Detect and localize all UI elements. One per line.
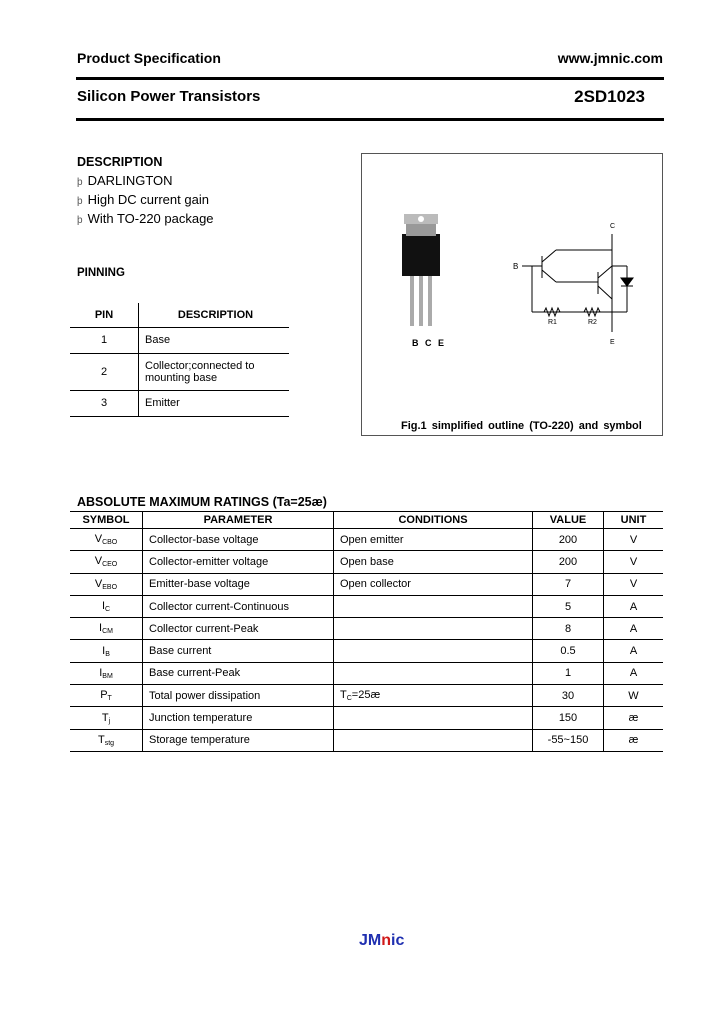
conditions-cell (334, 640, 533, 662)
parameter-cell: Collector-base voltage (143, 529, 334, 551)
parameter-header: PARAMETER (143, 512, 334, 529)
conditions-cell (334, 685, 533, 707)
header-left: Product Specification (77, 50, 221, 66)
symbol-cell (70, 529, 143, 551)
unit-cell: V (629, 578, 638, 591)
parameter-cell: Junction temperature (143, 707, 334, 729)
description-item (77, 192, 209, 207)
parameter-cell: Collector current-Continuous (143, 595, 334, 617)
conditions-cell (334, 551, 533, 573)
cond-text: Open base (340, 555, 394, 568)
ratings-header-row (70, 512, 663, 529)
pin-desc: Emitter (139, 390, 290, 416)
table-row (70, 618, 663, 640)
table-row (70, 640, 663, 662)
description-text: With TO-220 package (87, 211, 214, 226)
description-item (77, 211, 214, 226)
value-header: VALUE (533, 512, 604, 529)
pin-header: PIN (70, 303, 139, 327)
value-cell: 200 (533, 529, 604, 551)
value-cell: 1 (533, 662, 604, 684)
table-row (70, 573, 663, 595)
symbol-cell (70, 707, 143, 729)
figure-drawing (362, 154, 662, 435)
description-title: DESCRIPTION (77, 155, 163, 169)
table-row (70, 327, 289, 353)
value-cell: 30 (533, 685, 604, 707)
symbol-label-e: E (610, 339, 615, 346)
symbol-main: I (99, 666, 103, 679)
unit-header: UNIT (620, 514, 647, 526)
symbol-cell (70, 595, 143, 617)
symbol-label-b: B (513, 262, 519, 271)
logo-part: JM (359, 932, 382, 949)
bullet-icon: þ (77, 215, 83, 226)
unit-cell: V (629, 533, 638, 546)
symbol-cell (70, 662, 143, 684)
symbol-label-r1: R1 (548, 319, 557, 326)
pin-number: 1 (70, 327, 139, 353)
conditions-cell (334, 573, 533, 595)
unit-cell: A (629, 600, 638, 613)
unit-cell: æ (628, 734, 639, 747)
symbol-main: V (94, 533, 103, 546)
pin-desc: Base (139, 327, 290, 353)
to220-package-icon (402, 214, 440, 326)
description-text: High DC current gain (87, 192, 209, 207)
table-row (70, 390, 289, 416)
pinning-header-row (70, 303, 289, 327)
symbol-cell (70, 685, 143, 707)
value-cell: 5 (533, 595, 604, 617)
symbol-cell (70, 618, 143, 640)
figure-caption: Fig.1 simplified outline (TO-220) and symbol (401, 420, 642, 432)
parameter-cell: Storage temperature (143, 729, 334, 751)
symbol-main: V (94, 555, 103, 568)
symbol-main: I (101, 600, 105, 613)
symbol-subscript: CBO (102, 539, 118, 547)
conditions-cell (334, 618, 533, 640)
table-row (70, 353, 289, 390)
symbol-main: T (97, 733, 105, 746)
bullet-icon: þ (77, 177, 83, 188)
symbol-subscript: stg (104, 739, 115, 747)
value-cell: 200 (533, 551, 604, 573)
ratings-body (70, 529, 663, 752)
unit-cell: A (629, 622, 638, 635)
parameter-cell: Total power dissipation (143, 685, 334, 707)
value-cell: 7 (533, 573, 604, 595)
unit-cell: V (629, 555, 638, 568)
cond-text: Open emitter (340, 533, 404, 546)
symbol-subscript: EBO (102, 583, 118, 591)
value-cell: 0.5 (533, 640, 604, 662)
pin-desc-header: DESCRIPTION (139, 303, 290, 327)
symbol-cell (70, 573, 143, 595)
table-row (70, 685, 663, 707)
description-text: DARLINGTON (87, 173, 173, 188)
table-row (70, 551, 663, 573)
symbol-label-c: C (610, 223, 616, 230)
cond-tail: =25æ (351, 689, 381, 702)
symbol-main: V (94, 577, 103, 590)
package-pin-letters: B C E (412, 338, 447, 348)
symbol-main: I (99, 622, 103, 635)
header-rule-top (76, 77, 664, 80)
conditions-cell (334, 529, 533, 551)
jmnic-logo (359, 932, 404, 950)
ratings-title: ABSOLUTE MAXIMUM RATINGS (Ta=25æ) (77, 495, 327, 509)
symbol-cell (70, 640, 143, 662)
conditions-cell (334, 595, 533, 617)
description-item (77, 173, 173, 188)
symbol-main: T (101, 711, 109, 724)
cond-text: Open collector (340, 578, 411, 591)
table-row (70, 707, 663, 729)
symbol-main: P (100, 689, 108, 702)
parameter-cell: Collector-emitter voltage (143, 551, 334, 573)
conditions-cell (334, 662, 533, 684)
header-rule-bottom (76, 118, 664, 121)
parameter-cell: Base current (143, 640, 334, 662)
ratings-table (70, 511, 663, 752)
symbol-subscript: j (108, 717, 111, 725)
part-number: 2SD1023 (574, 87, 645, 106)
parameter-cell: Collector current-Peak (143, 618, 334, 640)
symbol-cell (70, 729, 143, 751)
cond-text: T (340, 689, 347, 702)
value-cell: 150 (533, 707, 604, 729)
symbol-subscript: BM (102, 672, 113, 680)
table-row (70, 729, 663, 751)
cond-subscript: C (346, 695, 352, 703)
symbol-cell (70, 551, 143, 573)
pinning-title: PINNING (77, 267, 125, 279)
conditions-cell (334, 707, 533, 729)
conditions-cell (334, 729, 533, 751)
symbol-subscript: C (105, 606, 111, 614)
pinning-table (70, 303, 289, 417)
conditions-header: CONDITIONS (334, 512, 533, 529)
parameter-cell: Emitter-base voltage (143, 573, 334, 595)
symbol-subscript: CEO (102, 561, 118, 569)
unit-cell: W (628, 689, 639, 702)
symbol-subscript: CM (102, 628, 113, 636)
header-url[interactable]: www.jmnic.com (557, 50, 663, 66)
value-cell: 8 (533, 618, 604, 640)
bullet-icon: þ (77, 196, 83, 207)
table-row (70, 595, 663, 617)
darlington-symbol (522, 234, 633, 332)
parameter-cell: Base current-Peak (143, 662, 334, 684)
logo-part: n (381, 932, 392, 949)
symbol-main: I (102, 644, 106, 657)
unit-cell: A (629, 645, 638, 658)
unit-cell: A (629, 667, 638, 680)
figure-box (361, 153, 663, 436)
pin-number: 2 (70, 353, 139, 390)
unit-cell: æ (628, 712, 639, 725)
pin-desc: Collector;connected to mounting base (139, 353, 290, 390)
logo-part: ic (391, 932, 405, 949)
symbol-label-r2: R2 (588, 319, 597, 326)
pin-number: 3 (70, 390, 139, 416)
symbol-subscript: B (105, 650, 110, 658)
symbol-subscript: T (107, 695, 112, 703)
symbol-header: SYMBOL (70, 512, 143, 529)
table-row (70, 529, 663, 551)
table-row (70, 662, 663, 684)
page-subtitle: Silicon Power Transistors (77, 88, 261, 105)
value-cell: -55~150 (533, 729, 604, 751)
